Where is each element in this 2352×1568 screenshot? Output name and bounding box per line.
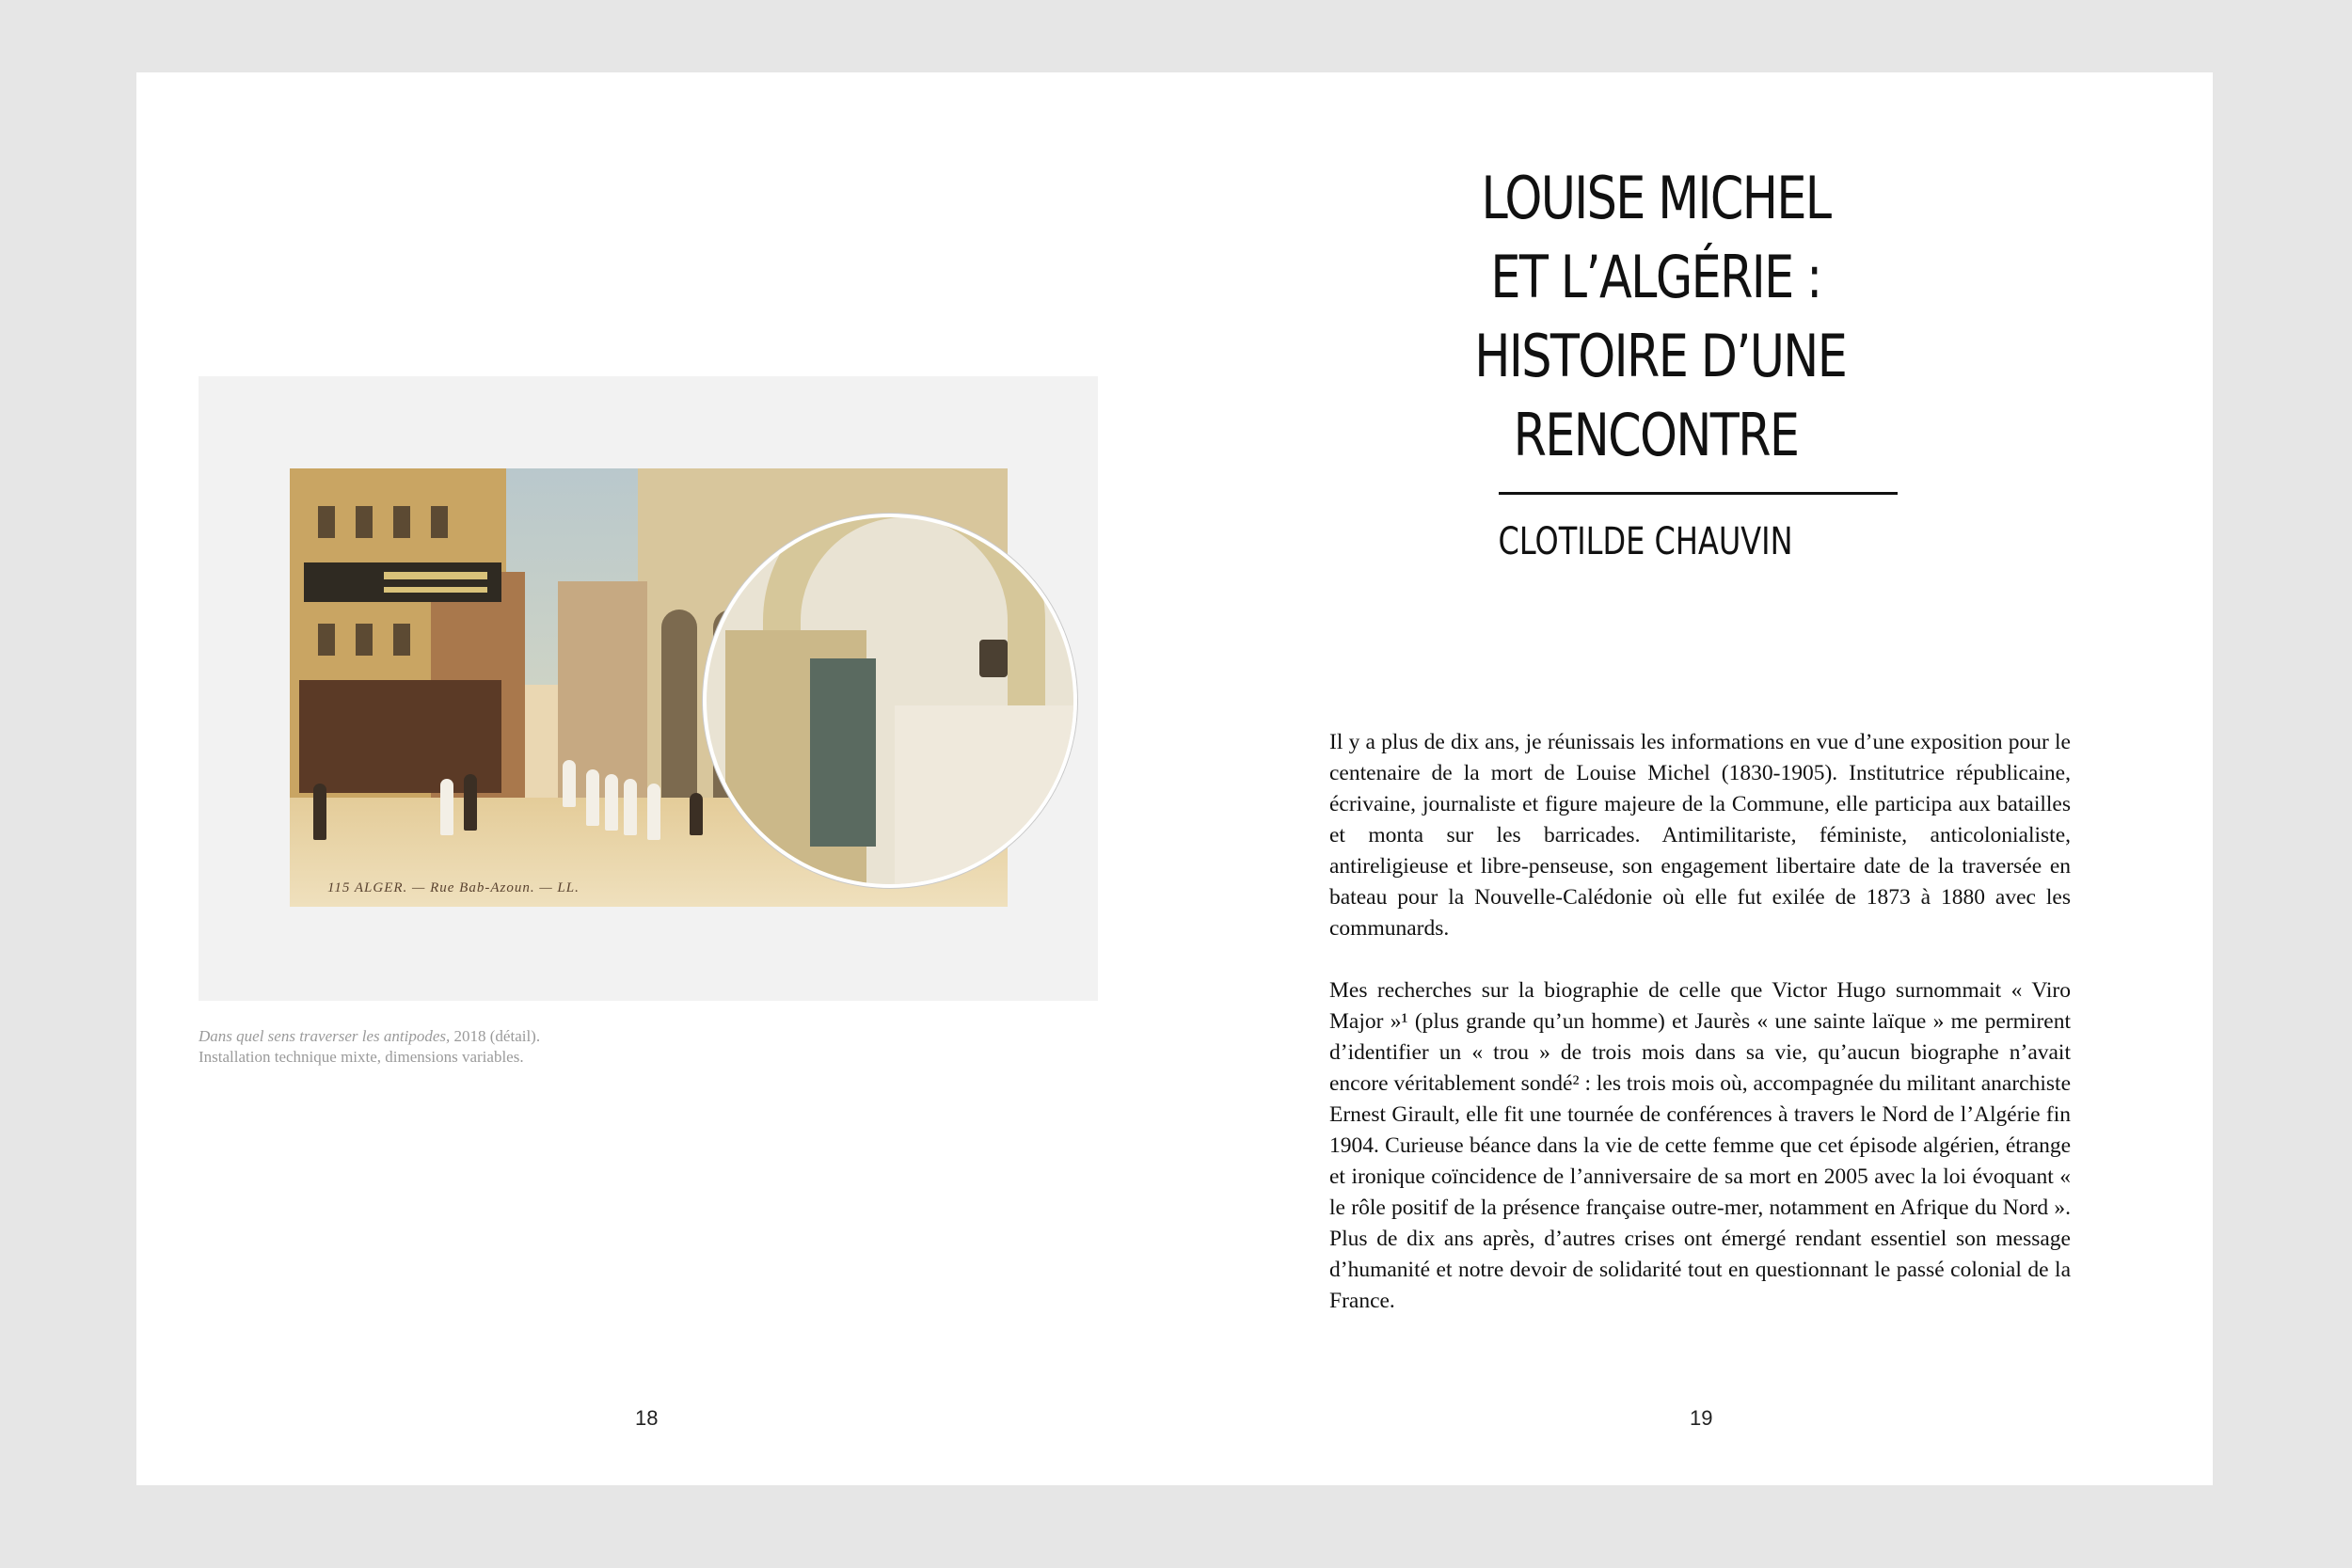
- title-divider: [1499, 492, 1898, 495]
- book-spread: [136, 72, 2213, 1485]
- article-title: [1474, 159, 1847, 475]
- lantern-icon: [979, 640, 1008, 677]
- page-number-left: 18: [635, 1406, 659, 1430]
- artwork-photo: [199, 376, 1098, 1001]
- article-body: [1329, 727, 2071, 1348]
- postcard-caption: 115 ALGER. — Rue Bab-Azoun. — LL.: [327, 880, 580, 895]
- page-number-right: 19: [1690, 1406, 1713, 1430]
- paragraph: Mes recherches sur la biographie de celle que Victor Hugo surnommait « Viro Major »¹ (plus grande qu’un homme) et Jaurès « une sainte laïque » me permirent d’identifier un « trou » de trois mois dans sa vie, qu’aucun biographe n’avait encore véritablement sondé² : les trois mois où, accompagnée du militant anarchiste Ernest Girault, elle fit une tournée de conférences à travers le Nord de l’Algérie fin 1904. Curieuse béance dans la vie de cette femme que cet épisode algérien, étrange et ironique coïncidence de l’anniversaire de sa mort en 2005 avec la loi évoquant « le rôle positif de la présence française outre-mer, notamment en Afrique du Nord ». Plus de dix ans après, d’autres crises ont émergé rendant essentiel son message d’humanité et notre devoir de solidarité tout en questionnant le passé colonial de la France.: [1329, 978, 2071, 1313]
- photo-caption: [199, 1026, 594, 1068]
- caption-details: 2018 (détail). Installation technique mixte, dimensions variables.: [199, 1027, 541, 1066]
- caption-artwork-title: Dans quel sens traverser les antipodes,: [199, 1027, 451, 1045]
- paragraph: Il y a plus de dix ans, je réunissais les informations en vue d’une exposition pour le centenaire de la mort de Louise Michel (1830-1905). Institutrice républicaine, écrivaine, journaliste et figure majeure de la Commune, elle participa aux batailles et monta sur les barricades. Antimilitariste, féministe, anticolonialiste, antireligieuse et libre-penseuse, son engagement libertaire date de la traversée en bateau pour la Nouvelle-Calédonie où elle fut exilée de 1873 à 1880 avec les communards.: [1329, 730, 2071, 941]
- author-name: CLOTILDE CHAUVIN: [1498, 520, 1793, 563]
- title-line: HISTOIRE D’UNE: [1474, 322, 1847, 390]
- magnifying-lens: [703, 514, 1077, 888]
- title-line: LOUISE MICHEL: [1481, 164, 1831, 232]
- title-line: RENCONTRE: [1513, 401, 1799, 469]
- title-line: ET L’ALGÉRIE :: [1490, 243, 1821, 311]
